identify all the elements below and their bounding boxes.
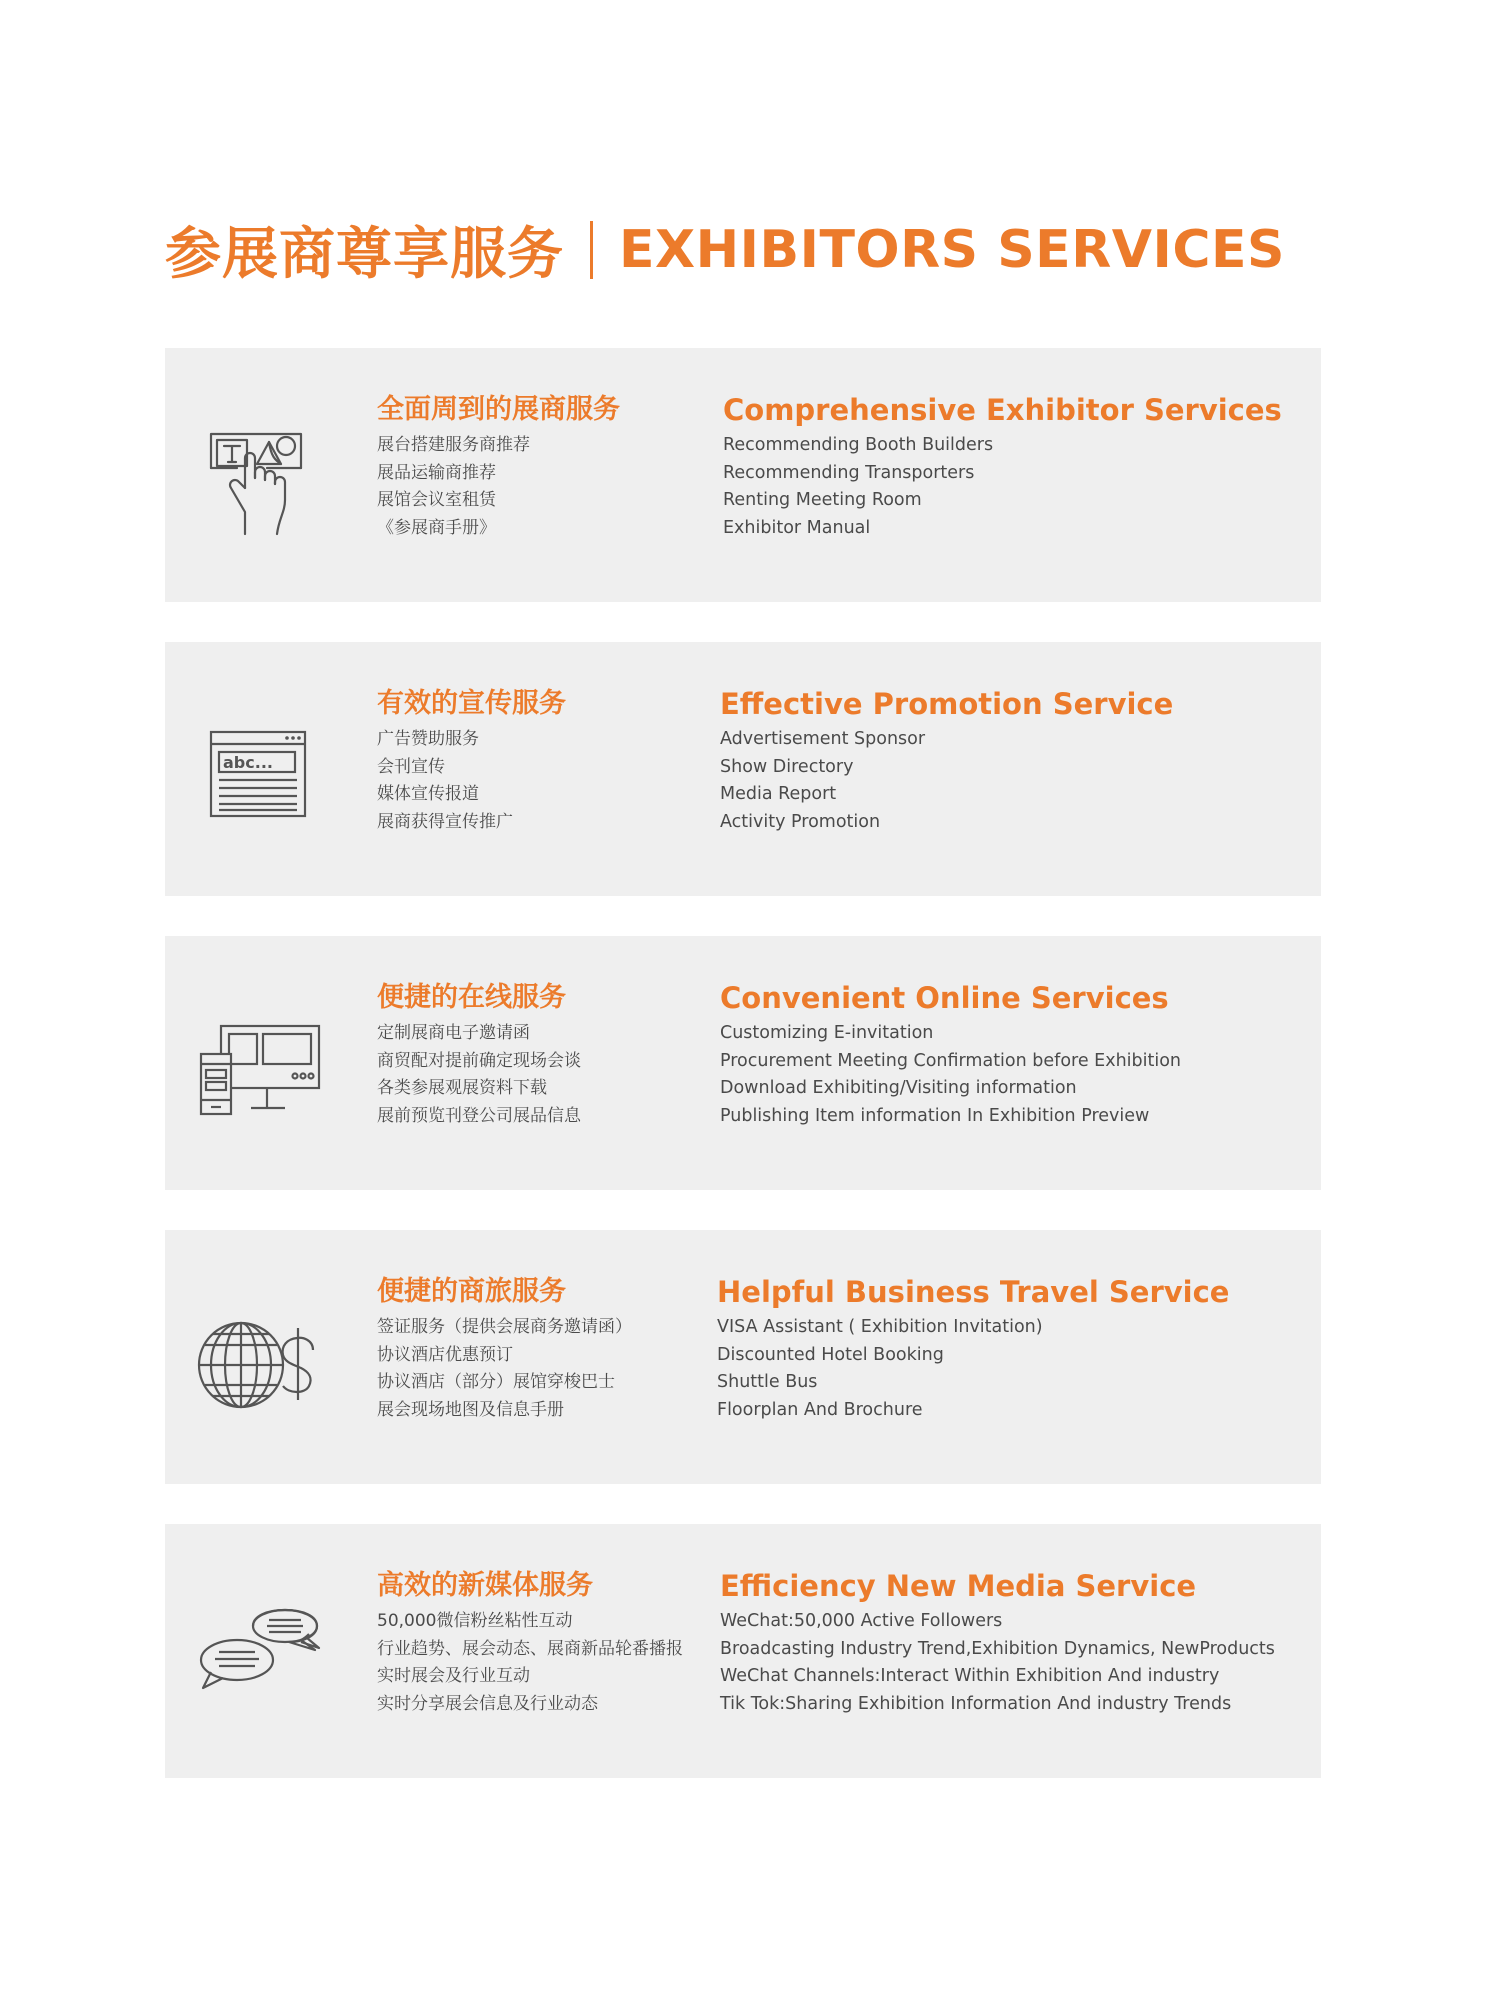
web-page-icon bbox=[197, 722, 327, 832]
list-item: 协议酒店优惠预订 bbox=[377, 1344, 513, 1365]
list-item: Customizing E-invitation bbox=[720, 1023, 934, 1043]
page-title-cn: 参展商尊享服务 bbox=[165, 222, 564, 287]
web-page-icon-text: abc... bbox=[223, 753, 273, 772]
list-item: 行业趋势、展会动态、展商新品轮番播报 bbox=[377, 1638, 683, 1659]
service-heading-en: Efficiency New Media Service bbox=[720, 1569, 1197, 1603]
service-heading-en: Comprehensive Exhibitor Services bbox=[723, 393, 1282, 427]
page-title-en: EXHIBITORS SERVICES bbox=[619, 220, 1285, 280]
list-item: WeChat Channels:Interact Within Exhibition And industry bbox=[720, 1666, 1220, 1686]
list-item: 展品运输商推荐 bbox=[377, 462, 496, 483]
list-item: 协议酒店（部分）展馆穿梭巴士 bbox=[377, 1372, 615, 1392]
service-details-en bbox=[720, 1568, 1280, 1718]
service-details-cn bbox=[377, 1274, 707, 1424]
service-heading-en: Convenient Online Services bbox=[720, 981, 1169, 1015]
service-heading-cn: 便捷的在线服务 bbox=[377, 982, 566, 1013]
list-item: Advertisement Sponsor bbox=[720, 729, 926, 749]
service-heading-cn: 高效的新媒体服务 bbox=[377, 1570, 593, 1601]
service-heading-cn: 便捷的商旅服务 bbox=[377, 1276, 566, 1307]
service-heading-en: Helpful Business Travel Service bbox=[717, 1275, 1230, 1309]
touch-screen-icon bbox=[197, 428, 327, 538]
list-item: WeChat:50,000 Active Followers bbox=[720, 1611, 1003, 1631]
list-item: VISA Assistant ( Exhibition Invitation) bbox=[717, 1317, 1043, 1337]
globe-dollar-icon bbox=[197, 1310, 327, 1420]
service-card-promotion bbox=[165, 642, 1321, 896]
service-card-travel bbox=[165, 1230, 1321, 1484]
service-details-cn bbox=[377, 980, 707, 1130]
list-item: 展台搭建服务商推荐 bbox=[377, 435, 530, 455]
list-item: Recommending Transporters bbox=[723, 462, 975, 483]
list-item: 签证服务（提供会展商务邀请函） bbox=[377, 1317, 632, 1337]
service-details-en bbox=[723, 392, 1283, 542]
service-details-en bbox=[720, 686, 1280, 836]
list-item: 展商获得宣传推广 bbox=[377, 811, 513, 832]
service-details-cn bbox=[377, 1568, 707, 1718]
list-item: Renting Meeting Room bbox=[723, 490, 922, 510]
service-card-comprehensive bbox=[165, 348, 1321, 602]
list-item: Broadcasting Industry Trend,Exhibition Dynamics, NewProducts bbox=[720, 1638, 1275, 1659]
list-item: Show Directory bbox=[720, 756, 854, 777]
list-item: Floorplan And Brochure bbox=[717, 1399, 923, 1420]
list-item: Activity Promotion bbox=[720, 811, 881, 832]
list-item: Exhibitor Manual bbox=[723, 517, 871, 538]
list-item: Media Report bbox=[720, 784, 837, 804]
service-heading-cn: 全面周到的展商服务 bbox=[377, 394, 620, 425]
service-heading-en: Effective Promotion Service bbox=[720, 687, 1174, 721]
list-item: 展会现场地图及信息手册 bbox=[377, 1399, 564, 1420]
service-details-en bbox=[720, 980, 1280, 1130]
service-details-cn bbox=[377, 686, 707, 836]
list-item: 展馆会议室租赁 bbox=[377, 490, 496, 510]
list-item: 各类参展观展资料下载 bbox=[377, 1078, 547, 1098]
list-item: 会刊宣传 bbox=[377, 756, 445, 777]
list-item: 实时分享展会信息及行业动态 bbox=[377, 1693, 598, 1714]
list-item: Procurement Meeting Confirmation before Exhibition bbox=[720, 1050, 1182, 1071]
service-card-online bbox=[165, 936, 1321, 1190]
list-item: 50,000微信粉丝粘性互动 bbox=[377, 1611, 573, 1631]
list-item: 《参展商手册》 bbox=[377, 517, 496, 538]
list-item: 媒体宣传报道 bbox=[377, 784, 479, 804]
service-details-en bbox=[717, 1274, 1277, 1424]
list-item: 商贸配对提前确定现场会谈 bbox=[377, 1050, 581, 1071]
list-item: Discounted Hotel Booking bbox=[717, 1344, 944, 1365]
list-item: Download Exhibiting/Visiting information bbox=[720, 1078, 1077, 1098]
service-heading-cn: 有效的宣传服务 bbox=[377, 688, 566, 719]
list-item: 定制展商电子邀请函 bbox=[377, 1023, 530, 1043]
page-title bbox=[165, 210, 1285, 290]
list-item: Publishing Item information In Exhibition Preview bbox=[720, 1105, 1150, 1126]
devices-icon bbox=[197, 1016, 327, 1126]
service-details-cn bbox=[377, 392, 707, 542]
list-item: Tik Tok:Sharing Exhibition Information And industry Trends bbox=[720, 1693, 1232, 1714]
list-item: 展前预览刊登公司展品信息 bbox=[377, 1105, 581, 1126]
service-card-new-media bbox=[165, 1524, 1321, 1778]
list-item: Shuttle Bus bbox=[717, 1372, 818, 1392]
list-item: 实时展会及行业互动 bbox=[377, 1666, 530, 1686]
list-item: 广告赞助服务 bbox=[377, 729, 479, 749]
list-item: Recommending Booth Builders bbox=[723, 435, 994, 455]
chat-bubbles-icon bbox=[197, 1604, 327, 1714]
title-divider bbox=[590, 221, 593, 279]
